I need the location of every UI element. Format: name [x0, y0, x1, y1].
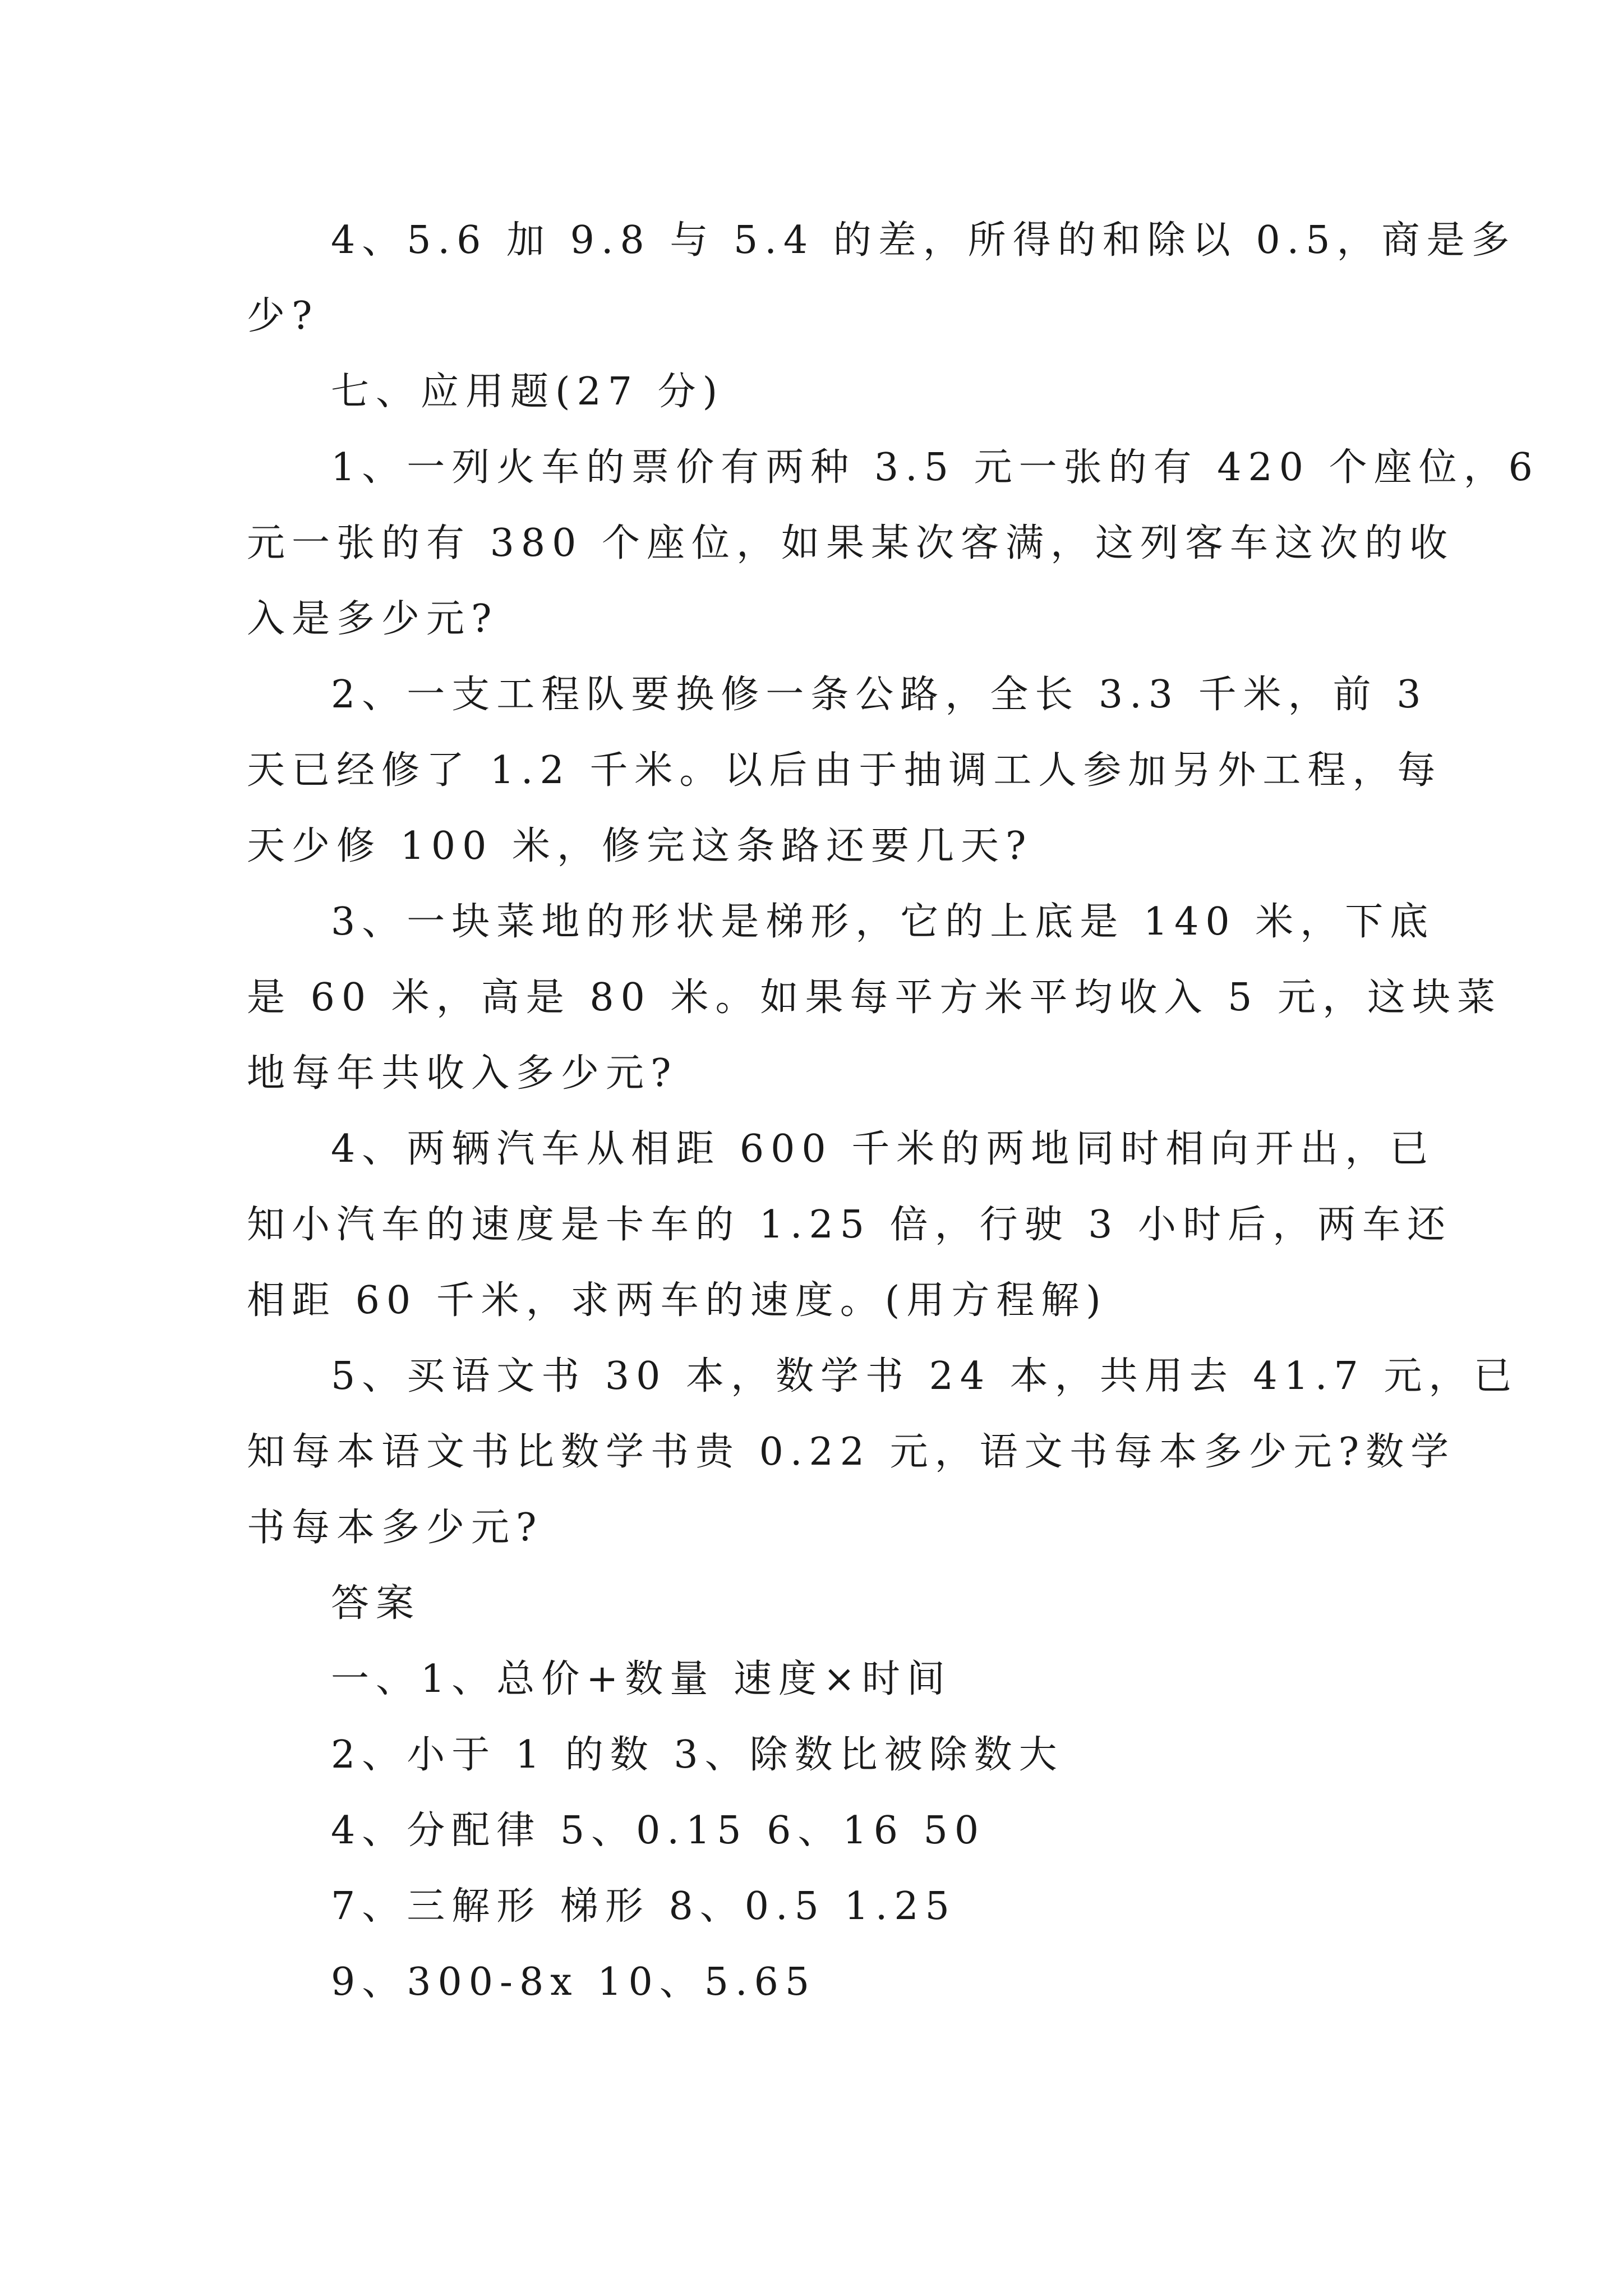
app-question-2-line-1: 2、一支工程队要换修一条公路，全长 3.3 千米，前 3 [331, 673, 1428, 717]
answer-line-5: 9、300-8x 10、5.65 [331, 1960, 817, 2004]
app-question-5-line-2: 知每本语文书比数学书贵 0.22 元，语文书每本多少元?数学 [247, 1430, 1456, 1474]
answers-heading: 答案 [331, 1581, 421, 1626]
app-question-2-line-2: 天已经修了 1.2 千米。以后由于抽调工人参加另外工程，每 [247, 748, 1442, 793]
app-question-3-line-1: 3、一块菜地的形状是梯形，它的上底是 140 米，下底 [331, 900, 1435, 944]
app-question-1-line-1: 1、一列火车的票价有两种 3.5 元一张的有 420 个座位，6 [331, 445, 1539, 490]
app-question-4-line-1: 4、两辆汽车从相距 600 千米的两地同时相向开出，已 [331, 1127, 1435, 1171]
app-question-5-line-1: 5、买语文书 30 本，数学书 24 本，共用去 41.7 元，已 [331, 1354, 1519, 1398]
app-question-4-line-3: 相距 60 千米，求两车的速度。(用方程解) [247, 1278, 1108, 1323]
answer-line-4: 7、三解形 梯形 8、0.5 1.25 [331, 1884, 956, 1929]
app-question-3-line-2: 是 60 米，高是 80 米。如果每平方米平均收入 5 元，这块菜 [247, 976, 1502, 1020]
app-question-4-line-2: 知小汽车的速度是卡车的 1.25 倍，行驶 3 小时后，两车还 [247, 1203, 1453, 1247]
section-heading-applications: 七、应用题(27 分) [331, 370, 725, 414]
answer-line-1: 一、1、总价+数量 速度×时间 [331, 1657, 952, 1701]
app-question-2-line-3: 天少修 100 米，修完这条路还要几天? [247, 824, 1033, 868]
question-4-line-1: 4、5.6 加 9.8 与 5.4 的差，所得的和除以 0.5，商是多 [331, 218, 1516, 263]
app-question-1-line-3: 入是多少元? [247, 597, 499, 641]
answer-line-2: 2、小于 1 的数 3、除数比被除数大 [331, 1733, 1064, 1777]
app-question-5-line-3: 书每本多少元? [247, 1506, 543, 1550]
app-question-1-line-2: 元一张的有 380 个座位，如果某次客满，这列客车这次的收 [247, 521, 1455, 565]
question-4-line-2: 少? [247, 294, 319, 338]
answer-line-3: 4、分配律 5、0.15 6、16 50 [331, 1809, 986, 1853]
app-question-3-line-3: 地每年共收入多少元? [247, 1051, 678, 1096]
